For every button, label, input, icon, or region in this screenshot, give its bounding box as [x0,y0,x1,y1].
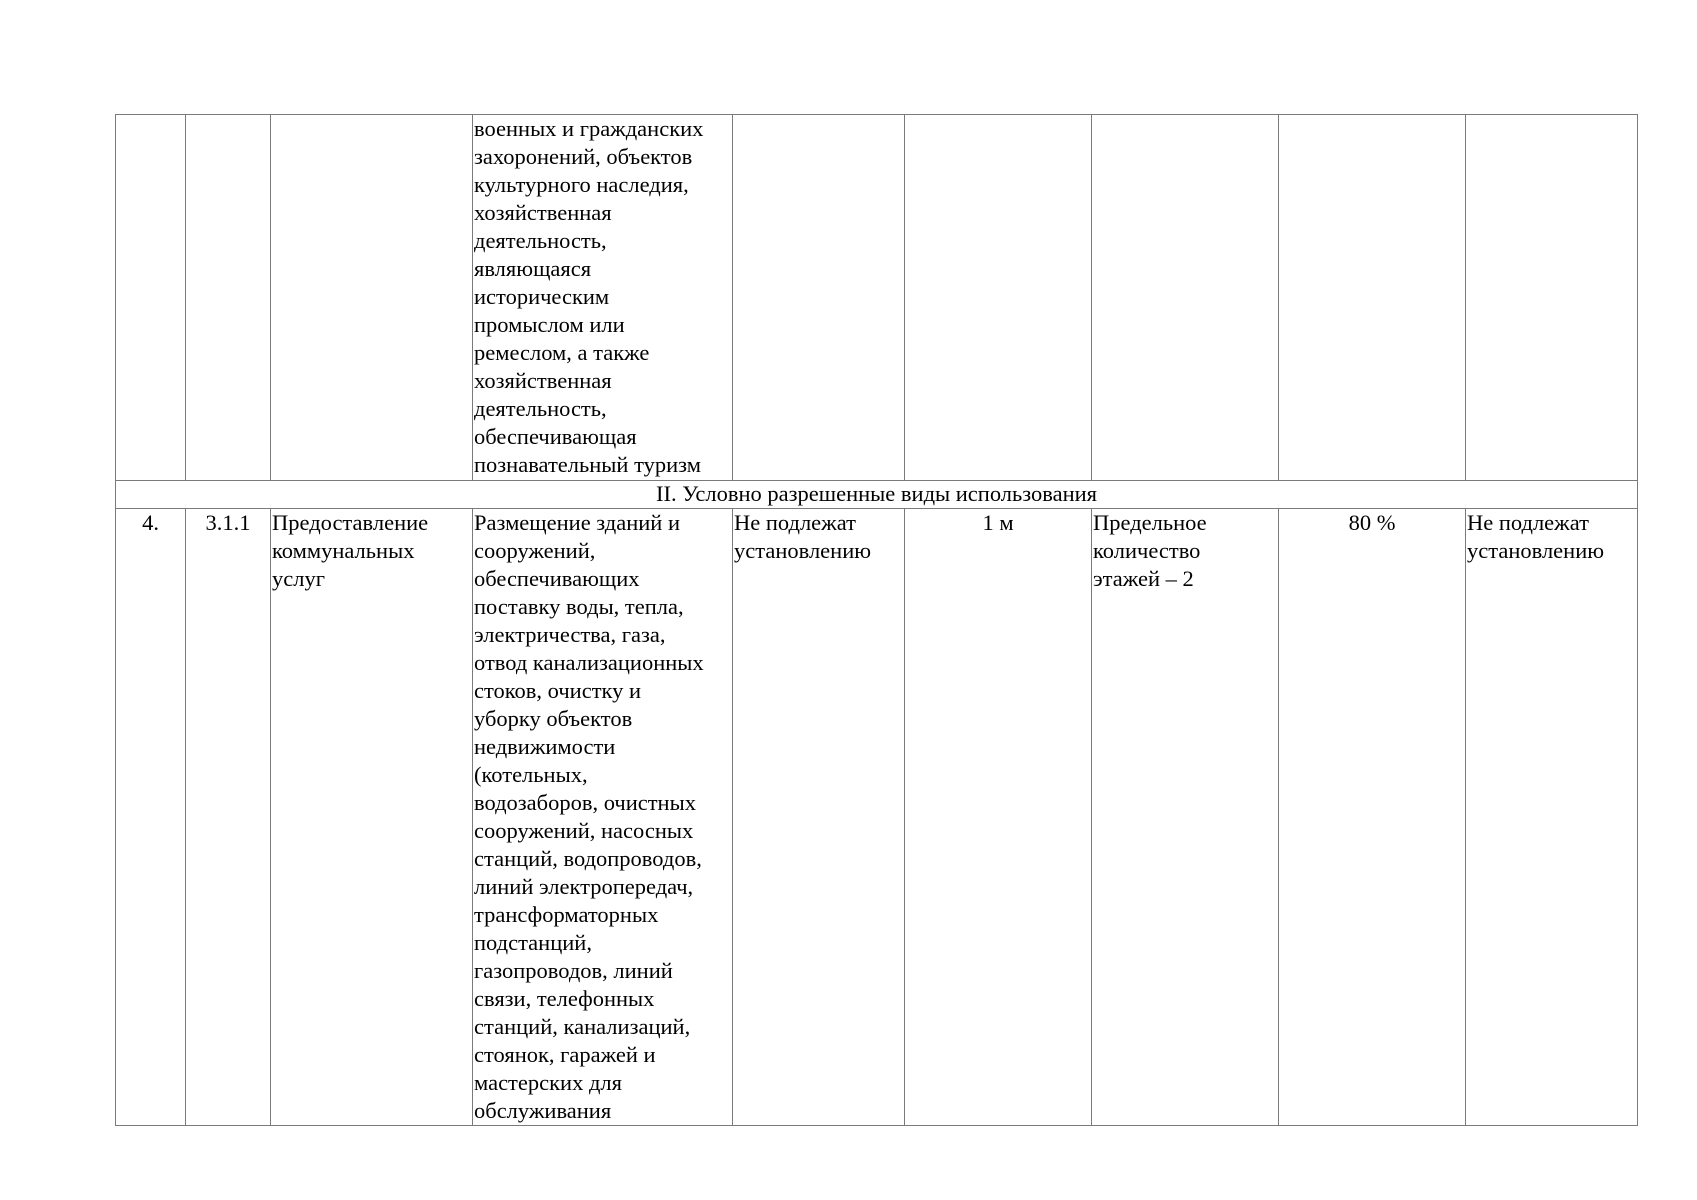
continuation-row [116,115,1638,481]
cell-description: Размещение зданий и сооружений, обеспечивающих поставку воды, тепла, электричества, газа, отвод канализационных стоков, очистку и уборку объектов недвижимости (котельных, водозаборов, очистных сооружений, насосных станций, водопроводов, линий электропередач, трансформаторных подстанций, газопроводов, линий связи, телефонных станций, канализаций, стоянок, гаражей и мастерских для обслуживания [473,509,733,1126]
cell-floors [1092,115,1279,481]
cell-plot-size [733,115,905,481]
cell-coverage [1279,115,1466,481]
cell-code: 3.1.1 [186,509,271,1126]
section-heading: II. Условно разрешенные виды использования [116,481,1638,509]
cell-description: военных и гражданских захоронений, объектов культурного наследия, хозяйственная деятельность, являющаяся историческим промыслом или ремеслом, а также хозяйственная деятельность, обеспечивающая познавательный туризм [473,115,733,481]
cell-coverage: 80 % [1279,509,1466,1126]
cell-setback: 1 м [905,509,1092,1126]
section-heading-row [116,481,1638,509]
cell-number: 4. [116,509,186,1126]
cell-floors: Предельное количество этажей – 2 [1092,509,1279,1126]
cell-code [186,115,271,481]
zoning-table [115,114,1638,1126]
table-row [116,509,1638,1126]
cell-name: Предоставление коммунальных услуг [271,509,473,1126]
cell-plot-size: Не подлежат установлению [733,509,905,1126]
cell-setback [905,115,1092,481]
cell-other [1466,115,1638,481]
cell-number [116,115,186,481]
cell-other: Не подлежат установлению [1466,509,1638,1126]
cell-name [271,115,473,481]
